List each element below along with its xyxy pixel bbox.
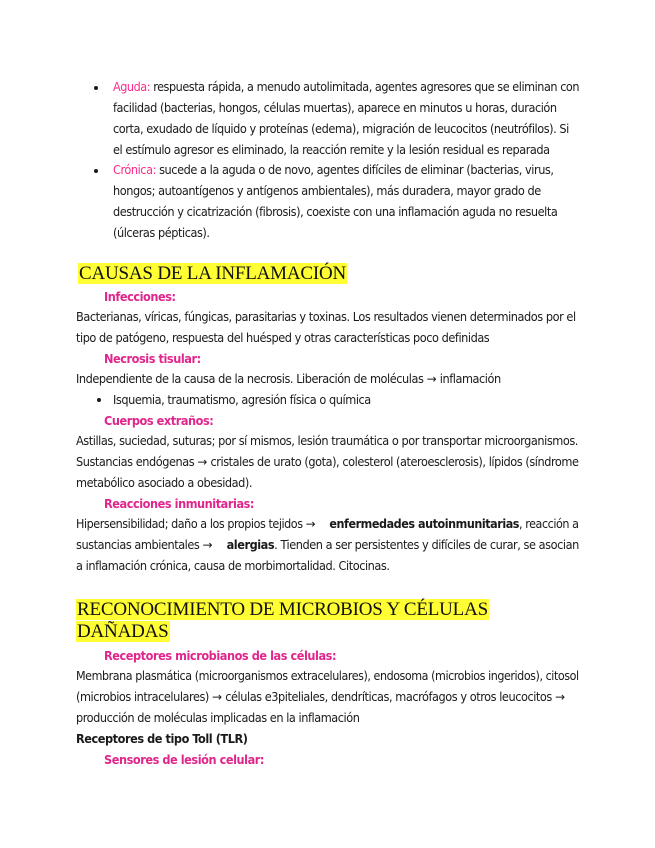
inmunes-line-2: sustancias ambientales → alergias. Tienden a ser persistentes y difíciles de curar, se asocian xyxy=(76,537,579,552)
label-necrosis: Necrosis tisular: xyxy=(104,351,201,366)
label-receptores-microbianos: Receptores microbianos de las células: xyxy=(104,648,337,663)
aguda-line-3: corta, exudado de líquido y proteínas (edema), migración de leucocitos (neutrófilos). Si xyxy=(113,121,569,136)
label-infecciones: Infecciones: xyxy=(104,289,176,304)
label-sensores-lesion: Sensores de lesión celular: xyxy=(104,752,264,767)
necrosis-line-1: Independiente de la causa de la necrosis. Liberación de moléculas → inflamación xyxy=(76,371,501,386)
cuerpos-line-3: metabólico asociado a obesidad). xyxy=(76,475,253,490)
cronica-line-3: destrucción y cicatrización (fibrosis), coexiste con una inflamación aguda no resuelta xyxy=(113,204,558,219)
bullet-dot xyxy=(97,398,101,402)
arrow-right-icon: → xyxy=(426,372,437,386)
cronica-line-2: hongos; autoantígenos y antígenos ambientales), más duradera, mayor grado de xyxy=(113,183,541,198)
cuerpos-line-1: Astillas, suciedad, suturas; por sí mismos, lesión traumática o por transportar microorganismos. xyxy=(76,433,578,448)
label-cuerpos-extranos: Cuerpos extraños: xyxy=(104,413,214,428)
aguda-term: Aguda: xyxy=(113,79,151,94)
arrow-right-icon: → xyxy=(305,517,316,531)
receptores-line-2: (microbios intracelulares) → células e3piteliales, dendríticas, macrófagos y otros leucocitos → xyxy=(76,689,566,704)
aguda-line-4: el estímulo agresor es eliminado, la reacción remite y la lesión residual es reparada xyxy=(113,142,550,157)
necrosis-bullet: Isquemia, traumatismo, agresión física o química xyxy=(113,392,371,407)
bullet-dot xyxy=(94,169,98,173)
cuerpos-line-2: Sustancias endógenas → cristales de urato (gota), colesterol (ateroesclerosis), lípidos (síndrome xyxy=(76,454,579,469)
label-reacciones-inmunitarias: Reacciones inmunitarias: xyxy=(104,496,255,511)
arrow-right-icon: → xyxy=(555,690,566,704)
cronica-line-4: (úlceras pépticas). xyxy=(113,225,210,240)
section-title-reconocimiento: RECONOCIMIENTO DE MICROBIOS Y CÉLULAS DAÑADAS xyxy=(77,599,488,642)
arrow-right-icon: → xyxy=(197,455,208,469)
arrow-right-icon: → xyxy=(202,538,213,552)
infecciones-line-1: Bacterianas, víricas, fúngicas, parasitarias y toxinas. Los resultados vienen determinados por el xyxy=(76,309,576,324)
aguda-line-1: Aguda: respuesta rápida, a menudo autolimitada, agentes agresores que se eliminan con xyxy=(113,79,580,94)
infecciones-line-2: tipo de patógeno, respuesta del huésped y otras características poco definidas xyxy=(76,330,490,345)
receptores-line-1: Membrana plasmática (microorganismos extracelulares), endosoma (microbios ingeridos), citosol xyxy=(76,668,579,683)
toll-receptors-heading: Receptores de tipo Toll (TLR) xyxy=(76,731,248,746)
cronica-line-1: Crónica: sucede a la aguda o de novo, agentes difíciles de eliminar (bacterias, virus, xyxy=(113,162,554,177)
arrow-right-icon: → xyxy=(212,690,223,704)
section-title-causas: CAUSAS DE LA INFLAMACIÓN xyxy=(79,263,347,284)
inmunes-line-1: Hipersensibilidad; daño a los propios tejidos → enfermedades autoinmunitarias, reacción a xyxy=(76,516,579,531)
inmunes-line-3: a inflamación crónica, causa de morbimortalidad. Citocinas. xyxy=(76,558,390,573)
receptores-line-3: producción de moléculas implicadas en la inflamación xyxy=(76,710,360,725)
aguda-line-2: facilidad (bacterias, hongos, células muertas), aparece en minutos u horas, duración xyxy=(113,100,557,115)
cronica-term: Crónica: xyxy=(113,162,156,177)
bullet-dot xyxy=(94,86,98,90)
